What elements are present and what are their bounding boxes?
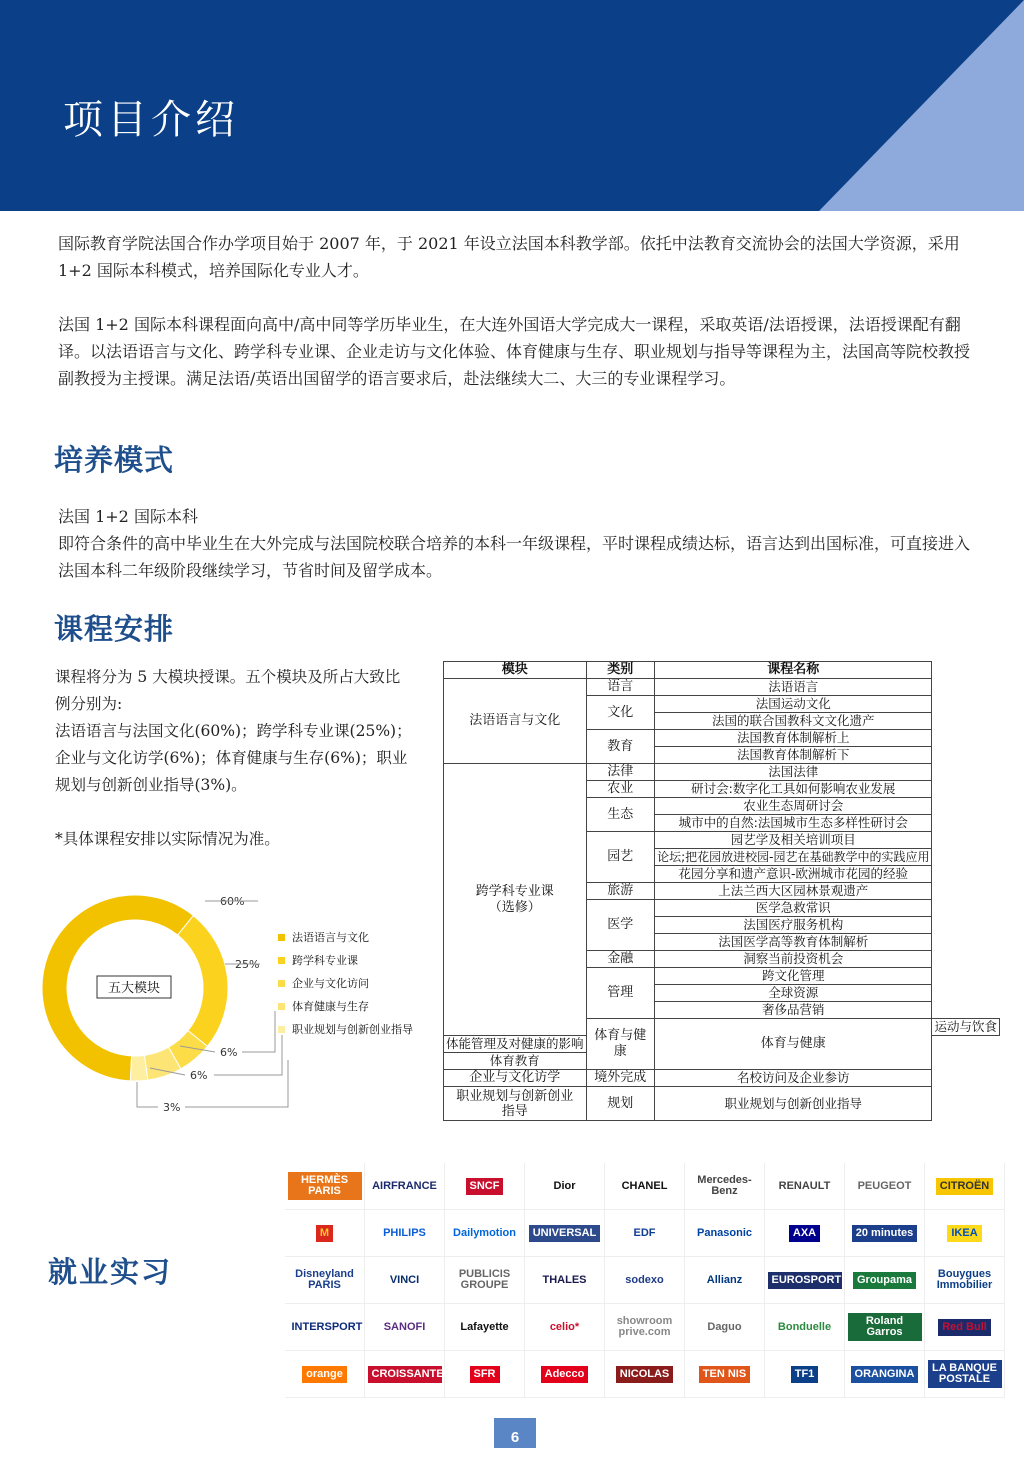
company-logo-text: NICOLAS	[616, 1366, 674, 1383]
course-cell: 医学急救常识	[655, 900, 932, 917]
company-logo	[285, 1210, 365, 1257]
category-cell: 农业	[586, 781, 655, 798]
company-logo-text: CHANEL	[618, 1178, 672, 1195]
company-logo-text: sodexo	[621, 1272, 668, 1289]
company-logo-text: celio*	[546, 1319, 583, 1336]
course-cell: 全球资源	[655, 985, 932, 1002]
course-cell: 跨文化管理	[655, 968, 932, 985]
company-logo	[685, 1351, 765, 1398]
company-logo	[445, 1210, 525, 1257]
company-logo-text: LA BANQUE POSTALE	[928, 1360, 1002, 1388]
company-logo	[525, 1304, 605, 1351]
company-logo-grid	[285, 1163, 1007, 1403]
table-header-row	[444, 662, 1000, 679]
company-logo	[525, 1351, 605, 1398]
company-logo-text: Disneyland PARIS	[288, 1266, 362, 1294]
donut-percent-label: 6%	[220, 1046, 238, 1059]
course-cell: 法国教育体制解析下	[655, 747, 932, 764]
category-cell: 生态	[586, 798, 655, 832]
page-number: 6	[494, 1418, 536, 1448]
category-cell: 教育	[586, 730, 655, 764]
company-logo	[845, 1351, 925, 1398]
company-logo	[765, 1351, 845, 1398]
courses-description: 课程将分为 5 大模块授课。五个模块及所占大致比例分别为:	[55, 668, 401, 713]
company-logo	[285, 1257, 365, 1304]
company-logo-text: Dailymotion	[449, 1225, 520, 1242]
company-logo-text: CROISSANTERIE	[368, 1366, 442, 1383]
donut-percent-label: 6%	[190, 1069, 208, 1082]
page-header	[0, 0, 1024, 211]
company-logo	[365, 1304, 445, 1351]
legend-swatch	[278, 1003, 285, 1010]
company-logo-text: Daguo	[703, 1319, 745, 1336]
module-sports: 体育与健康	[586, 1019, 655, 1070]
courses-note: *具体课程安排以实际情况为准。	[55, 830, 280, 848]
donut-percent-label: 25%	[235, 958, 260, 971]
page-title: 项目介绍	[63, 97, 239, 143]
company-logo-text: RENAULT	[775, 1178, 835, 1195]
company-logo-text: Allianz	[703, 1272, 746, 1289]
course-cell: 城市中的自然:法国城市生态多样性研讨会	[655, 815, 932, 832]
legend-item: 法语语言与文化	[292, 931, 369, 944]
company-logo-text: Bouygues Immobilier	[928, 1266, 1002, 1294]
company-logo	[765, 1210, 845, 1257]
course-cell: 法语语言	[655, 679, 932, 696]
company-logo	[285, 1304, 365, 1351]
company-logo-text: PHILIPS	[379, 1225, 430, 1242]
company-logo-text: TEN NIS	[699, 1366, 750, 1383]
company-logo	[685, 1257, 765, 1304]
company-logo	[845, 1163, 925, 1210]
category-cell: 园艺	[586, 832, 655, 883]
company-logo-text: IKEA	[947, 1225, 981, 1242]
company-logo-text: CITROËN	[936, 1178, 994, 1195]
legend-swatch	[278, 980, 285, 987]
company-logo	[765, 1304, 845, 1351]
company-logo-text: INTERSPORT	[288, 1319, 362, 1336]
course-cell: 体育教育	[444, 1053, 587, 1070]
course-cell: 花园分享和遗产意识-欧洲城市花园的经验	[655, 866, 932, 883]
company-logo-text: TF1	[791, 1366, 819, 1383]
company-logo-text: Mercedes-Benz	[688, 1172, 762, 1200]
courses-ratios: 法语语言与法国文化(60%)；跨学科专业课(25%)； 企业与文化访学(6%)；体育健康与生存(6%)；职业规划与创新创业指导(3%)。	[55, 722, 412, 794]
category-cell: 规划	[586, 1087, 655, 1121]
donut-percent-label: 60%	[220, 895, 245, 908]
company-logo-text: AIRFRANCE	[368, 1178, 441, 1195]
company-logo	[685, 1210, 765, 1257]
company-logo-text: SFR	[470, 1366, 500, 1383]
course-cell: 洞察当前投资机会	[655, 951, 932, 968]
company-logo-text: UNIVERSAL	[529, 1225, 601, 1242]
course-cell: 法国教育体制解析上	[655, 730, 932, 747]
company-logo-text: PEUGEOT	[854, 1178, 916, 1195]
intro-paragraph-2: 法国 1+2 国际本科课程面向高中/高中同等学历毕业生，在大连外国语大学完成大一课程，采取英语/法语授课，法语授课配有翻译。以法语语言与文化、跨学科专业课、企业走访与文化体验、体育健康与生存、职业规划与指导等课程为主，法国高等院校教授副教授为主授课。满足法语/英语出国留学的语言要求后，赴法继续大二、大三的专业课程学习。	[58, 315, 971, 388]
company-logo-text: Groupama	[853, 1272, 916, 1289]
company-logo	[845, 1257, 925, 1304]
company-logo	[605, 1257, 685, 1304]
company-logo-text: SANOFI	[380, 1319, 430, 1336]
donut-center-label: 五大模块	[107, 981, 161, 996]
module-french: 法语语言与文化	[444, 679, 587, 764]
company-logo-text: HERMÈS PARIS	[288, 1172, 362, 1200]
donut-slice-2	[178, 916, 228, 1047]
legend-item: 企业与文化访问	[292, 977, 369, 990]
course-cell: 体能管理及对健康的影响	[444, 1036, 587, 1053]
category-cell: 旅游	[586, 883, 655, 900]
donut-percent-label: 3%	[163, 1101, 181, 1114]
company-logo	[925, 1351, 1005, 1398]
category-cell: 体育与健康	[655, 1019, 932, 1070]
company-logo	[525, 1210, 605, 1257]
company-logo	[765, 1257, 845, 1304]
course-table	[443, 661, 1000, 1121]
category-cell: 金融	[586, 951, 655, 968]
company-logo	[445, 1351, 525, 1398]
company-logo	[605, 1304, 685, 1351]
company-logo-text: showroom prive.com	[608, 1313, 682, 1341]
company-logo-text: 20 minutes	[852, 1225, 917, 1242]
company-logo-text: AXA	[789, 1225, 820, 1242]
category-cell: 境外完成	[586, 1070, 655, 1087]
company-logo-text: M	[316, 1225, 333, 1242]
course-cell: 上法兰西大区园林景观遗产	[655, 883, 932, 900]
training-line-2: 即符合条件的高中毕业生在大外完成与法国院校联合培养的本科一年级课程，平时课程成绩达标，语言达到出国标准，可直接进入法国本科二年级阶段继续学习，节省时间及留学成本。	[58, 534, 971, 580]
legend-swatch	[278, 934, 285, 941]
course-cell: 职业规划与创新创业指导	[655, 1087, 932, 1121]
company-logo-text: orange	[302, 1366, 347, 1383]
company-logo	[365, 1163, 445, 1210]
company-logo	[365, 1257, 445, 1304]
category-cell: 文化	[586, 696, 655, 730]
course-cell: 法国法律	[655, 764, 932, 781]
company-logo-text: Panasonic	[693, 1225, 756, 1242]
header-category: 类别	[586, 662, 655, 679]
company-logo-text: EDF	[630, 1225, 660, 1242]
header-course: 课程名称	[655, 662, 932, 679]
company-logo	[605, 1163, 685, 1210]
course-cell: 研讨会:数字化工具如何影响农业发展	[655, 781, 932, 798]
company-logo-text: THALES	[539, 1272, 591, 1289]
donut-slice-5	[130, 1055, 147, 1081]
category-cell: 管理	[586, 968, 655, 1019]
header-corner-triangle	[819, 0, 1024, 211]
course-cell: 法国医疗服务机构	[655, 917, 932, 934]
intro-paragraph-1: 国际教育学院法国合作办学项目始于 2007 年，于 2021 年设立法国本科教学部。依托中法教育交流协会的法国大学资源，采用 1+2 国际本科模式，培养国际化专业人才。	[58, 234, 960, 280]
module-career: 职业规划与创新创业指导	[444, 1087, 587, 1121]
legend-item: 职业规划与创新创业指导	[292, 1023, 413, 1036]
company-logo-text: EUROSPORT	[768, 1272, 842, 1289]
legend-item: 体育健康与生存	[292, 1000, 369, 1013]
module-enterprise: 企业与文化访学	[444, 1070, 587, 1087]
company-logo	[285, 1351, 365, 1398]
company-logo-text: Adecco	[541, 1366, 589, 1383]
company-logo	[445, 1304, 525, 1351]
course-cell: 法国医学高等教育体制解析	[655, 934, 932, 951]
company-logo	[525, 1257, 605, 1304]
legend-swatch	[278, 957, 285, 964]
company-logo	[445, 1257, 525, 1304]
company-logo	[445, 1163, 525, 1210]
legend-swatch	[278, 1026, 285, 1033]
company-logo	[925, 1163, 1005, 1210]
company-logo	[845, 1210, 925, 1257]
company-logo-text: Roland Garros	[848, 1313, 922, 1341]
course-cell: 农业生态周研讨会	[655, 798, 932, 815]
module-donut-chart	[30, 885, 445, 1120]
company-logo	[685, 1163, 765, 1210]
company-logo	[605, 1210, 685, 1257]
company-logo	[525, 1163, 605, 1210]
course-cell: 法国的联合国教科文文化遗产	[655, 713, 932, 730]
company-logo	[925, 1304, 1005, 1351]
course-cell: 运动与饮食	[932, 1019, 1000, 1036]
company-logo	[365, 1351, 462, 1398]
header-module: 模块	[444, 662, 587, 679]
course-cell: 法国运动文化	[655, 696, 932, 713]
company-logo	[925, 1210, 1005, 1257]
company-logo	[365, 1210, 445, 1257]
company-logo-text: Dior	[550, 1178, 580, 1195]
module-interdisciplinary: 跨学科专业课 （选修）	[444, 764, 587, 1036]
company-logo-text: ORANGINA	[851, 1366, 919, 1383]
course-cell: 园艺学及相关培训项目	[655, 832, 932, 849]
category-cell: 法律	[586, 764, 655, 781]
category-cell: 语言	[586, 679, 655, 696]
training-line-1: 法国 1+2 国际本科	[58, 507, 198, 526]
course-cell: 论坛;把花园放进校园-园艺在基础教学中的实践应用	[655, 849, 932, 866]
company-logo-text: VINCI	[386, 1272, 423, 1289]
company-logo	[605, 1351, 685, 1398]
course-cell: 奢侈品营销	[655, 1002, 932, 1019]
training-heading: 培养模式	[54, 443, 175, 477]
company-logo-text: Lafayette	[456, 1319, 512, 1336]
company-logo	[685, 1304, 765, 1351]
courses-heading: 课程安排	[54, 612, 175, 646]
legend-item: 跨学科专业课	[292, 954, 358, 967]
company-logo	[925, 1257, 1005, 1304]
company-logo-text: PUBLICIS GROUPE	[448, 1266, 522, 1294]
company-logo	[845, 1304, 925, 1351]
category-cell: 医学	[586, 900, 655, 951]
company-logo-text: Bonduelle	[774, 1319, 835, 1336]
company-logo	[285, 1163, 365, 1210]
company-logo-text: SNCF	[466, 1178, 504, 1195]
company-logo-text: Red Bull	[938, 1319, 991, 1336]
company-logo	[765, 1163, 845, 1210]
employment-heading: 就业实习	[48, 1255, 173, 1289]
course-cell: 名校访问及企业参访	[655, 1070, 932, 1087]
